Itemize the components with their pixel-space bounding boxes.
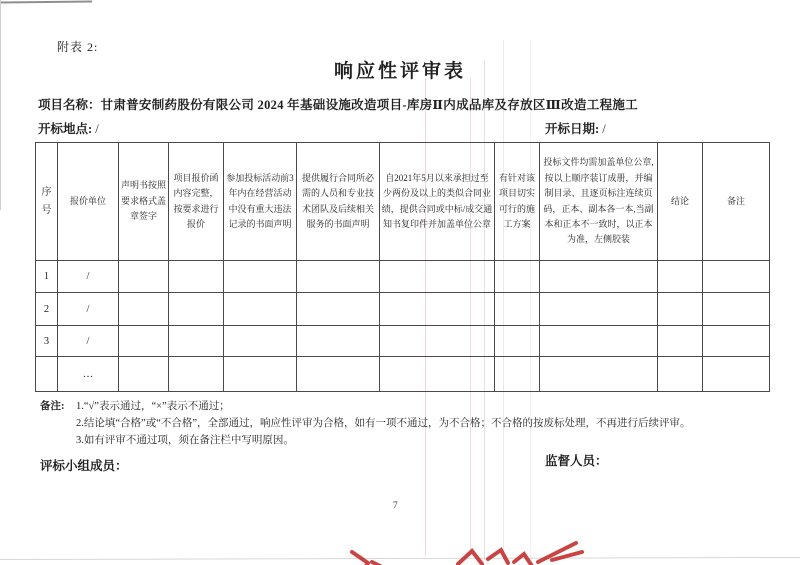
table-cell xyxy=(658,261,703,293)
table-cell xyxy=(224,357,297,392)
header-cell: 项目报价函内容完整，按要求进行报价 xyxy=(169,143,224,261)
project-name-line xyxy=(38,95,638,113)
table-cell: / xyxy=(58,293,119,326)
table-cell xyxy=(658,357,703,392)
table-header-row xyxy=(36,143,770,261)
table-cell xyxy=(224,261,297,293)
table-cell xyxy=(224,293,297,326)
header-cell: 投标文件均需加盖单位公章,按以上顺序装订成册，并编制目录、且逐页标注连续页码，正本、副本各一本,当副本和正本不一致时，以正本为准，左侧胶装 xyxy=(540,143,658,261)
table-cell: / xyxy=(58,261,119,293)
notes-items xyxy=(76,398,691,449)
table-cell xyxy=(495,326,540,357)
table-cell: 2 xyxy=(36,293,58,326)
table-cell xyxy=(540,293,658,326)
table-cell xyxy=(169,357,224,392)
table-cell xyxy=(297,326,380,357)
table-cell xyxy=(380,326,495,357)
header-cell: 序号 xyxy=(36,143,58,261)
annex-label: 附表 2: xyxy=(57,40,99,54)
table-cell xyxy=(703,357,770,392)
table-cell xyxy=(119,261,169,293)
table-cell xyxy=(169,326,224,357)
scan-edge-top xyxy=(0,1,92,4)
table-cell xyxy=(169,261,224,293)
table-cell xyxy=(169,293,224,326)
header-cell: 提供履行合同所必需的人员和专业技术团队及后续相关服务的书面声明 xyxy=(297,143,380,261)
header-cell: 参加投标活动前3年内在经营活动中没有重大违法记录的书面声明 xyxy=(224,143,297,261)
header-cell: 声明书按照要求格式盖章签字 xyxy=(119,143,169,261)
table-cell xyxy=(658,293,703,326)
scan-edge-left xyxy=(0,0,1,210)
table-row xyxy=(36,357,770,392)
table-cell xyxy=(703,326,770,357)
table-cell: 1 xyxy=(36,261,58,293)
table-row xyxy=(36,293,770,326)
table-cell xyxy=(703,293,770,326)
header-cell: 结论 xyxy=(658,143,703,261)
table-cell xyxy=(119,293,169,326)
note-item: 2.结论填“合格”或“不合格”，全部通过，响应性评审为合格，如有一项不通过，为不合格；不合格的按废标处理，不再进行后续评审。 xyxy=(76,418,691,429)
table-cell xyxy=(540,357,658,392)
bid-place-line xyxy=(38,119,99,137)
bid-place-label: 开标地点: xyxy=(38,122,93,136)
table-cell xyxy=(224,326,297,357)
table-cell xyxy=(495,357,540,392)
note-item: 1.“√”表示通过，“×”表示不通过； xyxy=(76,401,230,412)
header-cell: 备注 xyxy=(703,143,770,261)
page-title: 响应性评审表 xyxy=(333,61,466,82)
header-cell: 有针对该项目切实可行的施工方案 xyxy=(495,143,540,261)
header-cell: 报价单位 xyxy=(58,143,119,261)
table-cell xyxy=(380,293,495,326)
project-name-label: 项目名称： xyxy=(38,98,101,112)
bid-date-line xyxy=(545,119,606,137)
table-cell xyxy=(540,261,658,293)
table-cell xyxy=(495,261,540,293)
table-cell: / xyxy=(58,326,119,357)
note-item: 3.如有评审不通过项，须在备注栏中写明原因。 xyxy=(76,435,294,446)
table-cell xyxy=(380,261,495,293)
notes-block xyxy=(40,398,765,449)
table-cell xyxy=(119,326,169,357)
table-cell xyxy=(380,357,495,392)
table-body xyxy=(36,261,770,392)
table-cell xyxy=(36,357,58,392)
page-number: 7 xyxy=(393,501,398,511)
table-row xyxy=(36,261,770,293)
evaluation-committee-label: 评标小组成员： xyxy=(40,459,128,473)
table-cell: 3 xyxy=(36,326,58,357)
table-cell xyxy=(297,357,380,392)
table-row xyxy=(36,326,770,357)
table-cell xyxy=(297,293,380,326)
responsiveness-review-table xyxy=(35,142,770,392)
table-cell xyxy=(119,357,169,392)
table-cell xyxy=(703,261,770,293)
table-cell xyxy=(540,326,658,357)
table-cell xyxy=(297,261,380,293)
header-cell: 自2021年5月以来承担过至少两份及以上的类似合同业绩，提供合同或中标/成交通知书复印件并加盖单位公章 xyxy=(380,143,495,261)
project-name-value: 甘肃普安制药股份有限公司 2024 年基础设施改造项目-库房Ⅱ内成品库及存放区Ⅲ改造工程施工 xyxy=(100,98,638,112)
bid-date-label: 开标日期: xyxy=(545,122,600,136)
notes-label: 备注: xyxy=(40,401,65,412)
table-cell xyxy=(658,326,703,357)
supervisor-label: 监督人员： xyxy=(545,454,608,468)
bid-date-value: / xyxy=(602,122,606,136)
table-cell xyxy=(495,293,540,326)
bid-place-value: / xyxy=(95,122,99,136)
red-stamp-mark xyxy=(338,536,613,565)
table-cell: … xyxy=(58,357,119,392)
